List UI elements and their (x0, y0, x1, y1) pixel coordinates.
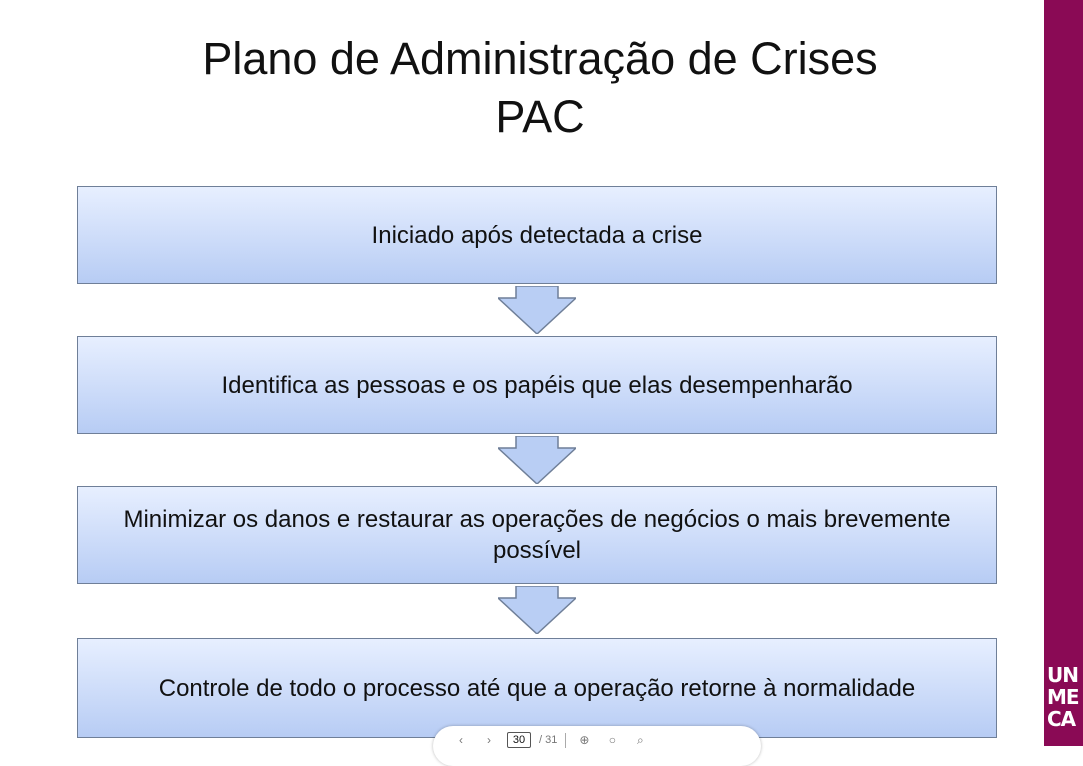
search-icon[interactable]: ⌕ (636, 733, 644, 747)
next-page-icon[interactable]: › (487, 733, 491, 747)
brand-sidebar (1044, 0, 1083, 746)
process-step-1 (77, 186, 997, 284)
slide-title (40, 30, 1040, 146)
page-total: / 31 (539, 734, 558, 746)
slide-title-line-2: PAC (495, 91, 585, 142)
process-step-4-text: Controle de todo o processo até que a operação retorne à normalidade (158, 674, 916, 702)
slide-title-line-1: Plano de Administração de Crises (202, 33, 878, 84)
process-step-1-text: Iniciado após detectada a crise (371, 221, 703, 249)
brand-logo-line-3: CA (1047, 707, 1076, 730)
down-arrow-icon (498, 286, 576, 334)
down-arrow-icon (498, 436, 576, 484)
zoom-in-icon[interactable]: ⊕ (579, 733, 590, 747)
process-step-3 (77, 486, 997, 584)
process-step-3-text: Minimizar os danos e restaurar as operações de negócios o mais brevemente possível (123, 506, 951, 564)
zoom-out-icon[interactable]: ○ (608, 733, 616, 747)
brand-logo-line-1: UN (1047, 664, 1078, 687)
previous-page-icon[interactable]: ‹ (459, 733, 463, 747)
process-step-4 (77, 638, 997, 738)
brand-logo-text (1047, 664, 1083, 730)
process-step-2 (77, 336, 997, 434)
process-step-2-text: Identifica as pessoas e os papéis que elas desempenharão (221, 371, 853, 399)
brand-logo-line-2: ME (1047, 685, 1079, 709)
pdf-viewer-toolbar (433, 726, 761, 766)
down-arrow-icon (498, 586, 576, 634)
